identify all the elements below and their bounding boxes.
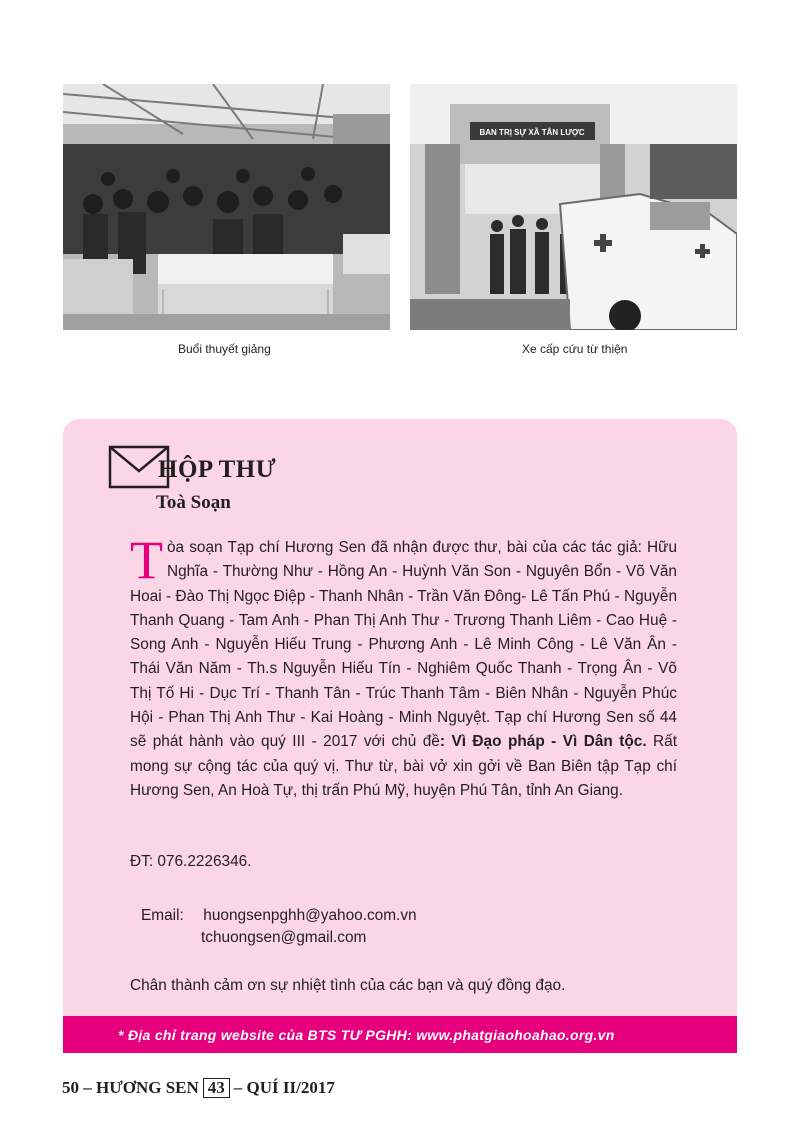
email-row xyxy=(141,904,417,928)
issue-number: 43 xyxy=(203,1078,230,1098)
page-footer xyxy=(62,1078,335,1098)
magazine-name: – HƯƠNG SEN xyxy=(83,1078,199,1097)
ambulance-caption: Xe cấp cứu từ thiện xyxy=(522,342,628,356)
sermon-photo xyxy=(63,84,390,330)
thanks-note: Chân thành cảm ơn sự nhiệt tình của các bạn và quý đồng đạo. xyxy=(130,977,566,994)
temple-sign-text: BAN TRỊ SỰ XÃ TÂN LƯỢC xyxy=(479,128,585,137)
body-text-2: Rất mong sự cộng tác của quý vị. Thư từ, bài vở xin gởi về Ban Biên tập Tạp chí Hương Sen, An Hoà Tự, thị trấn Phú Mỹ, huyện Phú Tân, tỉnh An Giang. xyxy=(130,733,678,799)
email-address-2[interactable]: tchuongsen@gmail.com xyxy=(201,929,367,946)
email-label: Email: xyxy=(141,907,184,924)
mailbox-subtitle: Toà Soạn xyxy=(156,492,231,513)
ambulance-photo xyxy=(410,84,737,330)
mailbox-title: HỘP THƯ xyxy=(158,456,277,483)
sermon-caption: Buổi thuyết giảng xyxy=(178,342,271,356)
email-address-1[interactable]: huongsenpghh@yahoo.com.vn xyxy=(203,907,417,924)
page-number: 50 xyxy=(62,1078,79,1097)
mailbox-body xyxy=(130,530,678,803)
body-text-1: òa soạn Tạp chí Hương Sen đã nhận được thư, bài của các tác giả: Hữu Nghĩa - Thường Như - Hồng An - Huỳnh Văn Son - Nguyên Bổn - Võ Văn Hoai - Đào Thị Ngọc Điệp - Thanh Nhân - Trần Văn Đông- Lê Tấn Phú - Nguyễn Thanh Quang - Tam Anh - Phan Thị Anh Thư - Trương Thanh Liêm - Cao Huệ - Song Anh - Nguyễn Hiếu Trung - Phương Anh - Lê Minh Công - Lê Văn Ân - Thái Văn Năm - Th.s Nguyễn Hiếu Tín - Nghiêm Quốc Thanh - Trọng Ân - Võ Thị Tố Hi - Dục Trí - Thanh Tân - Trúc Thanh Tâm - Biên Nhân - Nguyễn Phúc Hội - Phan Thị Anh Thư - Kai Hoàng - Minh Nguyệt. Tạp chí Hương Sen số 44 sẽ phát hành vào quý III - 2017 với chủ đề xyxy=(130,539,677,751)
drop-cap: T xyxy=(130,530,163,590)
website-banner[interactable]: * Địa chỉ trang website của BTS TƯ PGHH: www.phatgiaohoahao.org.vn xyxy=(63,1016,737,1053)
issue-period: – QUÍ II/2017 xyxy=(233,1078,335,1097)
mailbox-panel xyxy=(63,419,737,1053)
issue-theme: : Vì Đạo pháp - Vì Dân tộc. xyxy=(439,733,647,751)
phone-number: ĐT: 076.2226346. xyxy=(130,853,252,870)
